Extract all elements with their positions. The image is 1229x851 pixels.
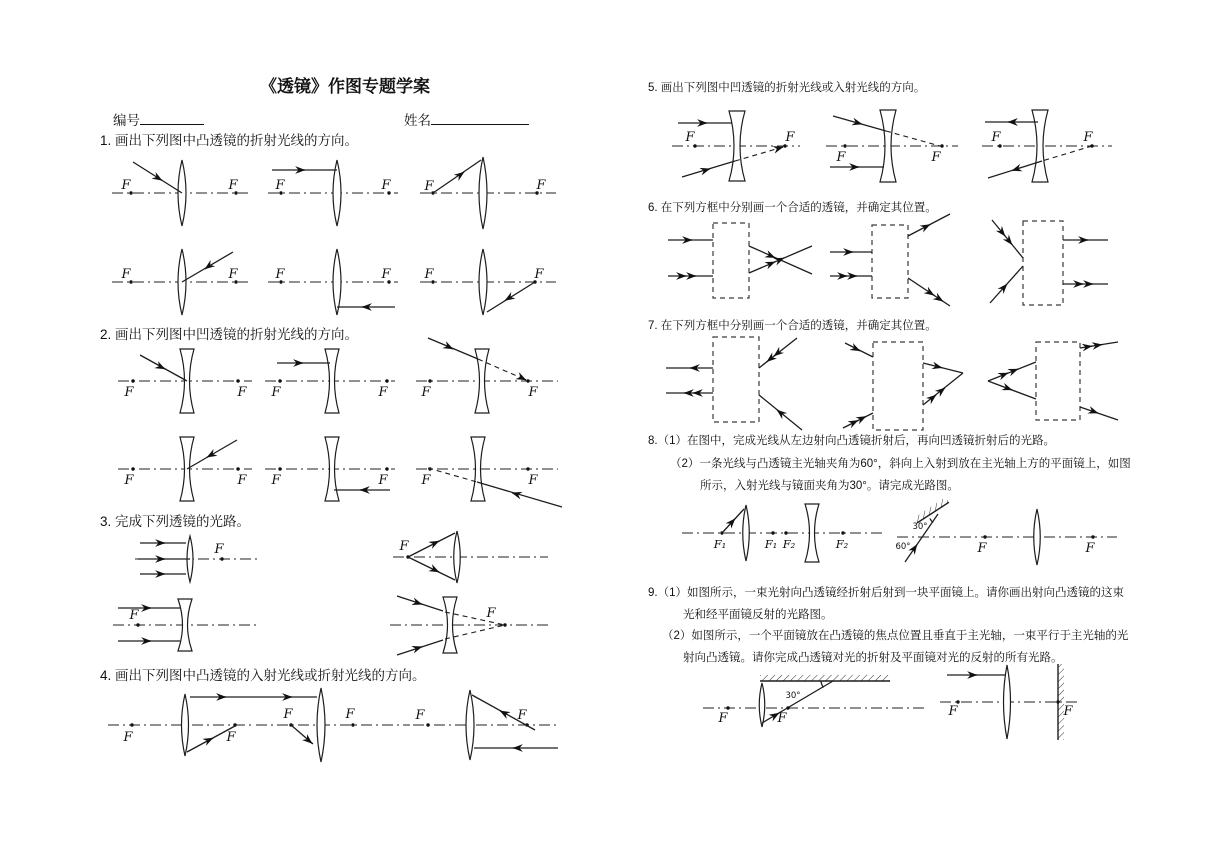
focal-label: F bbox=[237, 385, 247, 400]
rays bbox=[133, 162, 182, 193]
rays bbox=[487, 282, 535, 312]
q7-diagram-2 bbox=[843, 342, 963, 430]
rays bbox=[830, 214, 950, 306]
focal-label: F bbox=[517, 708, 527, 723]
rays bbox=[762, 681, 833, 723]
rays bbox=[187, 440, 237, 469]
focal-label: F bbox=[785, 130, 795, 145]
focal-label: F bbox=[415, 708, 425, 723]
rays bbox=[433, 160, 481, 193]
q1-diagram-5 bbox=[268, 249, 398, 315]
q5-diagram-2 bbox=[826, 110, 958, 182]
convex-lens bbox=[454, 531, 461, 583]
focal-label: F bbox=[424, 267, 434, 282]
focal-label: F bbox=[486, 606, 496, 621]
q1-diagram-2 bbox=[268, 160, 398, 226]
convex-lens bbox=[182, 694, 189, 756]
focal-label: F bbox=[124, 385, 134, 400]
focal-label: F bbox=[381, 178, 391, 193]
focal-label: F bbox=[421, 385, 431, 400]
q2-diagram-2 bbox=[265, 349, 395, 413]
lens-placeholder-box bbox=[713, 223, 749, 298]
q5-diagram-3 bbox=[982, 110, 1112, 182]
focal-label: F bbox=[381, 267, 391, 282]
focal-label: F bbox=[129, 608, 139, 623]
q2-diagram-6 bbox=[416, 437, 562, 507]
convex-lens bbox=[317, 688, 325, 762]
rays bbox=[990, 220, 1108, 303]
question-8-line2: （2）一条光线与凸透镜主光轴夹角为60°，斜向上入射到放在主光轴上方的平面镜上，如图 bbox=[670, 458, 1131, 470]
focal-label: F bbox=[1085, 541, 1095, 556]
q2-diagram-4 bbox=[118, 437, 252, 501]
rays bbox=[722, 509, 744, 533]
angle-30-label: 30° bbox=[785, 691, 801, 701]
number-label: 编号 bbox=[113, 113, 140, 128]
q9-diagram-1 bbox=[703, 675, 928, 727]
angle-60-label: 60° bbox=[895, 542, 911, 552]
question-1-text: 1. 画出下列图中凸透镜的折射光线的方向。 bbox=[100, 133, 359, 148]
q6-diagram-2 bbox=[830, 214, 950, 306]
question-7-text: 7. 在下列方框中分别画一个合适的透镜，并确定其位置。 bbox=[648, 320, 937, 332]
question-9-line4: 射向凸透镜。请你完成凸透镜对光的折射及平面镜对光的反射的所有光路。 bbox=[683, 652, 1063, 664]
q6-diagram-1 bbox=[668, 223, 812, 298]
focal-label-f1: F₁ bbox=[713, 537, 727, 551]
focal-label: F bbox=[534, 267, 544, 282]
q8-diagram-1 bbox=[682, 504, 882, 562]
lens-placeholder-box bbox=[873, 342, 923, 430]
angle-arc bbox=[821, 681, 824, 688]
focal-label: F bbox=[948, 704, 958, 719]
question-8-line1: 8.（1）在图中，完成光线从左边射向凸透镜折射后，再向凹透镜折射后的光路。 bbox=[648, 435, 1055, 447]
rays bbox=[472, 695, 558, 748]
focal-label: F bbox=[271, 473, 281, 488]
q9-diagram-2 bbox=[940, 664, 1080, 740]
plane-mirror bbox=[914, 497, 949, 523]
q3-diagram-3 bbox=[113, 599, 258, 651]
focal-label: F bbox=[275, 178, 285, 193]
worksheet-title: 《透镜》作图专题学案 bbox=[260, 77, 430, 96]
q3-diagram-2 bbox=[393, 531, 548, 583]
lens-placeholder-box bbox=[872, 225, 908, 298]
convex-lens bbox=[479, 249, 487, 315]
convex-lens bbox=[759, 683, 765, 727]
focal-label: F bbox=[536, 178, 546, 193]
focal-label: F bbox=[214, 542, 224, 557]
focal-label: F bbox=[121, 178, 131, 193]
q1-diagram-3 bbox=[420, 157, 556, 229]
focal-label: F bbox=[1083, 130, 1093, 145]
focal-label-f2: F₂ bbox=[782, 537, 796, 551]
focal-label: F bbox=[685, 130, 695, 145]
focal-label: F bbox=[977, 541, 987, 556]
q2-diagram-1 bbox=[118, 349, 252, 413]
angle-arc bbox=[930, 519, 933, 523]
rays bbox=[843, 343, 963, 428]
q1-diagram-1 bbox=[112, 160, 248, 226]
focal-label: F bbox=[226, 730, 236, 745]
plane-mirror bbox=[760, 675, 890, 681]
question-9-line3: （2）如图所示，一个平面镜放在凸透镜的焦点位置且垂直于主光轴，一束平行于主光轴的光 bbox=[662, 630, 1129, 642]
q4-diagram-3 bbox=[413, 690, 558, 760]
question-8-line3: 所示，入射光线与镜面夹角为30°。请完成光路图。 bbox=[700, 480, 959, 492]
focal-label: F bbox=[124, 473, 134, 488]
q3-diagram-4 bbox=[390, 596, 548, 655]
focal-label: F bbox=[421, 473, 431, 488]
focal-label: F bbox=[345, 707, 355, 722]
convex-lens bbox=[466, 690, 474, 760]
focal-label: F bbox=[228, 267, 238, 282]
rays bbox=[668, 240, 812, 276]
focal-label: F bbox=[424, 179, 434, 194]
q7-diagram-3 bbox=[988, 342, 1118, 420]
convex-lens bbox=[479, 157, 487, 229]
question-6-text: 6. 在下列方框中分别画一个合适的透镜，并确定其位置。 bbox=[648, 202, 937, 214]
question-3-text: 3. 完成下列透镜的光路。 bbox=[100, 514, 251, 529]
focal-label: F bbox=[123, 730, 133, 745]
focal-label: F bbox=[528, 385, 538, 400]
question-5-text: 5. 画出下列图中凹透镜的折射光线或入射光线的方向。 bbox=[648, 82, 926, 94]
q8-diagram-2 bbox=[895, 497, 1117, 565]
focal-label: F bbox=[528, 473, 538, 488]
lens-placeholder-box bbox=[713, 337, 759, 422]
focal-label: F bbox=[283, 707, 293, 722]
angle-30-label: 30° bbox=[912, 522, 928, 532]
focal-label: F bbox=[121, 267, 131, 282]
q1-diagram-4 bbox=[112, 249, 248, 315]
rays bbox=[138, 543, 190, 574]
question-9-line2: 光和经平面镜反射的光路图。 bbox=[683, 609, 833, 621]
focal-label: F bbox=[378, 473, 388, 488]
convex-lens bbox=[1004, 665, 1011, 739]
q6-diagram-3 bbox=[990, 220, 1108, 305]
question-2-text: 2. 画出下列图中凹透镜的折射光线的方向。 bbox=[100, 327, 359, 342]
focal-label-f1: F₁ bbox=[764, 537, 778, 551]
focal-label: F bbox=[237, 473, 247, 488]
q4-diagram-1 bbox=[108, 694, 258, 756]
focal-label: F bbox=[931, 150, 941, 165]
q1-diagram-6 bbox=[420, 249, 556, 315]
question-4-text: 4. 画出下列图中凸透镜的入射光线或折射光线的方向。 bbox=[100, 668, 426, 683]
focal-label: F bbox=[271, 385, 281, 400]
focal-label: F bbox=[378, 385, 388, 400]
q2-diagram-5 bbox=[265, 437, 395, 501]
rays bbox=[428, 338, 526, 380]
rays bbox=[428, 468, 562, 507]
focal-label: F bbox=[1063, 704, 1073, 719]
focal-label: F bbox=[836, 150, 846, 165]
lens-placeholder-box bbox=[1023, 221, 1063, 305]
q7-diagram-1 bbox=[666, 337, 802, 430]
focal-label: F bbox=[399, 539, 409, 554]
rays bbox=[666, 338, 802, 430]
focal-label: F bbox=[777, 711, 787, 726]
rays bbox=[182, 252, 233, 282]
q3-diagram-1 bbox=[135, 536, 258, 582]
focal-label: F bbox=[718, 711, 728, 726]
focal-label: F bbox=[275, 267, 285, 282]
focal-label: F bbox=[991, 130, 1001, 145]
convex-lens bbox=[1034, 509, 1041, 565]
lens-placeholder-box bbox=[1036, 342, 1080, 420]
question-9-line1: 9.（1）如图所示，一束光射向凸透镜经折射后射到一块平面镜上。请你画出射向凸透镜的这束 bbox=[648, 587, 1124, 599]
convex-lens bbox=[743, 505, 750, 561]
rays bbox=[140, 355, 187, 381]
focal-label: F bbox=[228, 178, 238, 193]
focal-label-f2: F₂ bbox=[835, 537, 849, 551]
name-label: 姓名 bbox=[404, 113, 431, 128]
q5-diagram-1 bbox=[672, 111, 800, 181]
q2-diagram-3 bbox=[416, 338, 558, 413]
convex-lens bbox=[333, 249, 341, 315]
rays bbox=[988, 342, 1118, 420]
q4-diagram-2 bbox=[256, 688, 410, 762]
